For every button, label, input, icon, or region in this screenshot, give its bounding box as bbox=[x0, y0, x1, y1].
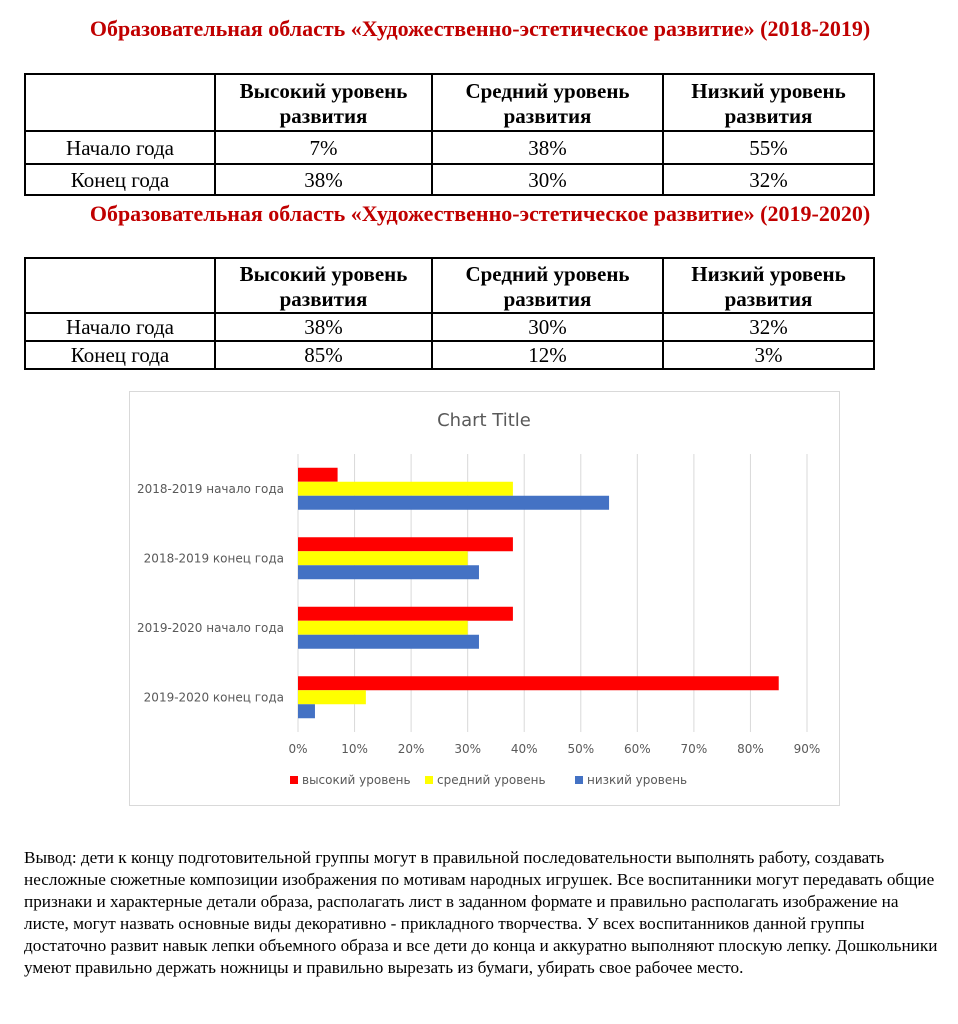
bar bbox=[298, 690, 366, 704]
conclusion-text: Вывод: дети к концу подготовительной группы могут в правильной последовательности выполнять работу, создавать несложные сюжетные композиции изображения по мотивам народных игрушек. Все воспитанники могут передавать общие признаки и характерные детали образа, располагать лист в заданном формате и правильно располагать изображение на листе, могут назвать основные виды декоративно - прикладного творчества. У всех воспитанников данной группы достаточно развит навык лепки объемного образа и все дети до конца и аккуратно выполняют плоскую лепку. Дошкольники умеют правильно держать ножницы и правильно вырезать из бумаги, убирать свое рабочее место. bbox=[24, 848, 938, 977]
chart-canvas bbox=[130, 392, 839, 805]
x-tick-label: 60% bbox=[623, 742, 651, 756]
bar bbox=[298, 676, 779, 690]
bar bbox=[298, 468, 338, 482]
x-tick-label: 80% bbox=[737, 742, 764, 756]
x-tick-label: 70% bbox=[680, 742, 708, 756]
header-mid: Средний уровень развития bbox=[432, 258, 663, 313]
legend-swatch bbox=[425, 776, 433, 784]
x-tick-label: 0% bbox=[288, 742, 308, 756]
results-table-2018-2019 bbox=[24, 73, 875, 196]
row-label: Начало года bbox=[25, 131, 215, 164]
cell-low: 32% bbox=[663, 313, 874, 341]
bar-chart bbox=[129, 391, 840, 806]
legend-label: средний уровень bbox=[437, 773, 546, 787]
header-high: Высокий уровень развития bbox=[215, 74, 432, 131]
x-tick-label: 30% bbox=[454, 742, 482, 756]
results-table-2019-2020 bbox=[24, 257, 875, 370]
header-low: Низкий уровень развития bbox=[663, 258, 874, 313]
table-header-row bbox=[25, 258, 874, 313]
bar bbox=[298, 621, 468, 635]
bar bbox=[298, 551, 468, 565]
header-high: Высокий уровень развития bbox=[215, 258, 432, 313]
x-tick-label: 10% bbox=[341, 742, 368, 756]
cell-high: 38% bbox=[215, 313, 432, 341]
x-tick-label: 40% bbox=[510, 742, 538, 756]
legend-swatch bbox=[290, 776, 298, 784]
cell-low: 55% bbox=[663, 131, 874, 164]
x-tick-label: 20% bbox=[397, 742, 425, 756]
x-tick-label: 90% bbox=[793, 742, 821, 756]
table-header-row bbox=[25, 74, 874, 131]
x-tick-label: 50% bbox=[567, 742, 595, 756]
cell-mid: 38% bbox=[432, 131, 663, 164]
section-title-2018-2019: Образовательная область «Художественно-эстетическое развитие» (2018-2019) bbox=[89, 16, 871, 41]
cell-high: 85% bbox=[215, 341, 432, 369]
header-mid: Средний уровень развития bbox=[432, 74, 663, 131]
header-empty bbox=[25, 258, 215, 313]
section-title-2019-2020: Образовательная область «Художественно-эстетическое развитие» (2019-2020) bbox=[89, 201, 871, 226]
legend-label: низкий уровень bbox=[587, 773, 688, 787]
y-category-label: 2019-2020 конец года bbox=[143, 690, 284, 705]
y-category-label: 2019-2020 начало года bbox=[137, 620, 284, 635]
legend-label: высокий уровень bbox=[302, 773, 411, 787]
bar bbox=[298, 607, 513, 621]
cell-mid: 30% bbox=[432, 164, 663, 195]
header-low: Низкий уровень развития bbox=[663, 74, 874, 131]
cell-high: 7% bbox=[215, 131, 432, 164]
chart-title: Chart Title bbox=[437, 410, 531, 431]
y-category-label: 2018-2019 конец года bbox=[143, 551, 284, 566]
legend-swatch bbox=[575, 776, 583, 784]
bar bbox=[298, 482, 513, 496]
table-row bbox=[25, 164, 874, 195]
bar bbox=[298, 496, 609, 510]
cell-high: 38% bbox=[215, 164, 432, 195]
table-row bbox=[25, 341, 874, 369]
cell-mid: 30% bbox=[432, 313, 663, 341]
row-label: Начало года bbox=[25, 313, 215, 341]
table-row bbox=[25, 313, 874, 341]
bar bbox=[298, 704, 315, 718]
y-category-label: 2018-2019 начало года bbox=[137, 481, 284, 496]
table-row bbox=[25, 131, 874, 164]
row-label: Конец года bbox=[25, 164, 215, 195]
cell-low: 3% bbox=[663, 341, 874, 369]
bar bbox=[298, 537, 513, 551]
header-empty bbox=[25, 74, 215, 131]
cell-low: 32% bbox=[663, 164, 874, 195]
cell-mid: 12% bbox=[432, 341, 663, 369]
row-label: Конец года bbox=[25, 341, 215, 369]
bar bbox=[298, 635, 479, 649]
bar bbox=[298, 565, 479, 579]
